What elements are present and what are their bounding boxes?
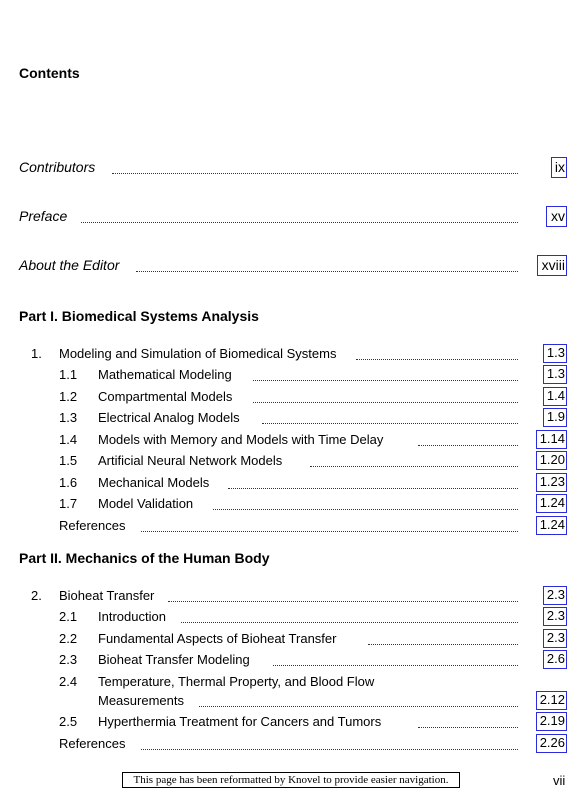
- section-number: 1.2: [59, 389, 78, 404]
- leader-dots: [418, 717, 518, 728]
- entry-label: Contributors: [19, 159, 96, 175]
- leader-dots: [273, 655, 518, 666]
- leader-dots: [136, 261, 518, 272]
- section-number: 2.5: [59, 714, 78, 729]
- page-link[interactable]: 1.24: [536, 494, 567, 513]
- leader-dots: [228, 478, 518, 489]
- page-link[interactable]: 1.24: [536, 516, 567, 535]
- leader-dots: [112, 163, 518, 174]
- references-label: References: [59, 518, 126, 533]
- page-link[interactable]: 1.3: [543, 344, 567, 363]
- section-title: Hyperthermia Treatment for Cancers and Tumors: [98, 714, 382, 729]
- page-link[interactable]: 2.6: [543, 650, 567, 669]
- page-link[interactable]: 2.26: [536, 734, 567, 753]
- leader-dots: [356, 349, 518, 360]
- section-number: 1.3: [59, 410, 78, 425]
- section-title: Compartmental Models: [98, 389, 233, 404]
- section-title: Introduction: [98, 609, 166, 624]
- section-number: 2.2: [59, 631, 78, 646]
- chapter-title: Bioheat Transfer: [59, 588, 155, 603]
- section-number: 1.7: [59, 496, 78, 511]
- references-label: References: [59, 736, 126, 751]
- leader-dots: [253, 392, 518, 403]
- page-link[interactable]: ix: [551, 157, 567, 178]
- leader-dots: [81, 212, 518, 223]
- page-number: vii: [553, 773, 566, 788]
- section-number: 1.4: [59, 432, 78, 447]
- page-link[interactable]: 1.20: [536, 451, 567, 470]
- section-number: 1.6: [59, 475, 78, 490]
- section-number: 2.3: [59, 652, 78, 667]
- page-link[interactable]: 2.12: [536, 691, 567, 710]
- chapter-number: 2.: [31, 588, 42, 603]
- chapter-number: 1.: [31, 346, 42, 361]
- leader-dots: [262, 413, 518, 424]
- reformat-notice: This page has been reformatted by Knovel to provide easier navigation.: [122, 772, 460, 788]
- chapter-title: Modeling and Simulation of Biomedical Systems: [59, 346, 337, 361]
- section-number: 1.1: [59, 367, 78, 382]
- page-link[interactable]: 2.3: [543, 629, 567, 648]
- page-link[interactable]: 1.23: [536, 473, 567, 492]
- leader-dots: [368, 634, 518, 645]
- leader-dots: [141, 521, 518, 532]
- section-title: Model Validation: [98, 496, 194, 511]
- leader-dots: [213, 499, 518, 510]
- page-title: Contents: [19, 65, 80, 81]
- page-link[interactable]: xv: [546, 206, 567, 227]
- section-title: Mathematical Modeling: [98, 367, 232, 382]
- part-heading: Part I. Biomedical Systems Analysis: [19, 308, 259, 324]
- section-number: 2.4: [59, 674, 78, 689]
- leader-dots: [181, 612, 518, 623]
- section-number: 2.1: [59, 609, 78, 624]
- page-link[interactable]: 1.9: [543, 408, 567, 427]
- section-title: Artificial Neural Network Models: [98, 453, 283, 468]
- page-link[interactable]: 2.3: [543, 607, 567, 626]
- page-link[interactable]: 2.3: [543, 586, 567, 605]
- section-title: Fundamental Aspects of Bioheat Transfer: [98, 631, 337, 646]
- leader-dots: [199, 696, 518, 707]
- leader-dots: [310, 456, 518, 467]
- entry-label: Preface: [19, 208, 68, 224]
- page-link[interactable]: 1.4: [543, 387, 567, 406]
- entry-label: About the Editor: [19, 257, 120, 273]
- leader-dots: [141, 739, 518, 750]
- leader-dots: [418, 435, 518, 446]
- section-title: Temperature, Thermal Property, and Blood Flow: [98, 674, 375, 689]
- section-number: 1.5: [59, 453, 78, 468]
- page-link[interactable]: 1.14: [536, 430, 567, 449]
- leader-dots: [253, 370, 518, 381]
- section-title: Electrical Analog Models: [98, 410, 240, 425]
- part-heading: Part II. Mechanics of the Human Body: [19, 550, 270, 566]
- page-link[interactable]: 1.3: [543, 365, 567, 384]
- section-title: Mechanical Models: [98, 475, 210, 490]
- section-title: Bioheat Transfer Modeling: [98, 652, 250, 667]
- page-link[interactable]: xviii: [537, 255, 567, 276]
- leader-dots: [168, 591, 518, 602]
- section-title-continued: Measurements: [98, 693, 184, 708]
- section-title: Models with Memory and Models with Time Delay: [98, 432, 384, 447]
- page-link[interactable]: 2.19: [536, 712, 567, 731]
